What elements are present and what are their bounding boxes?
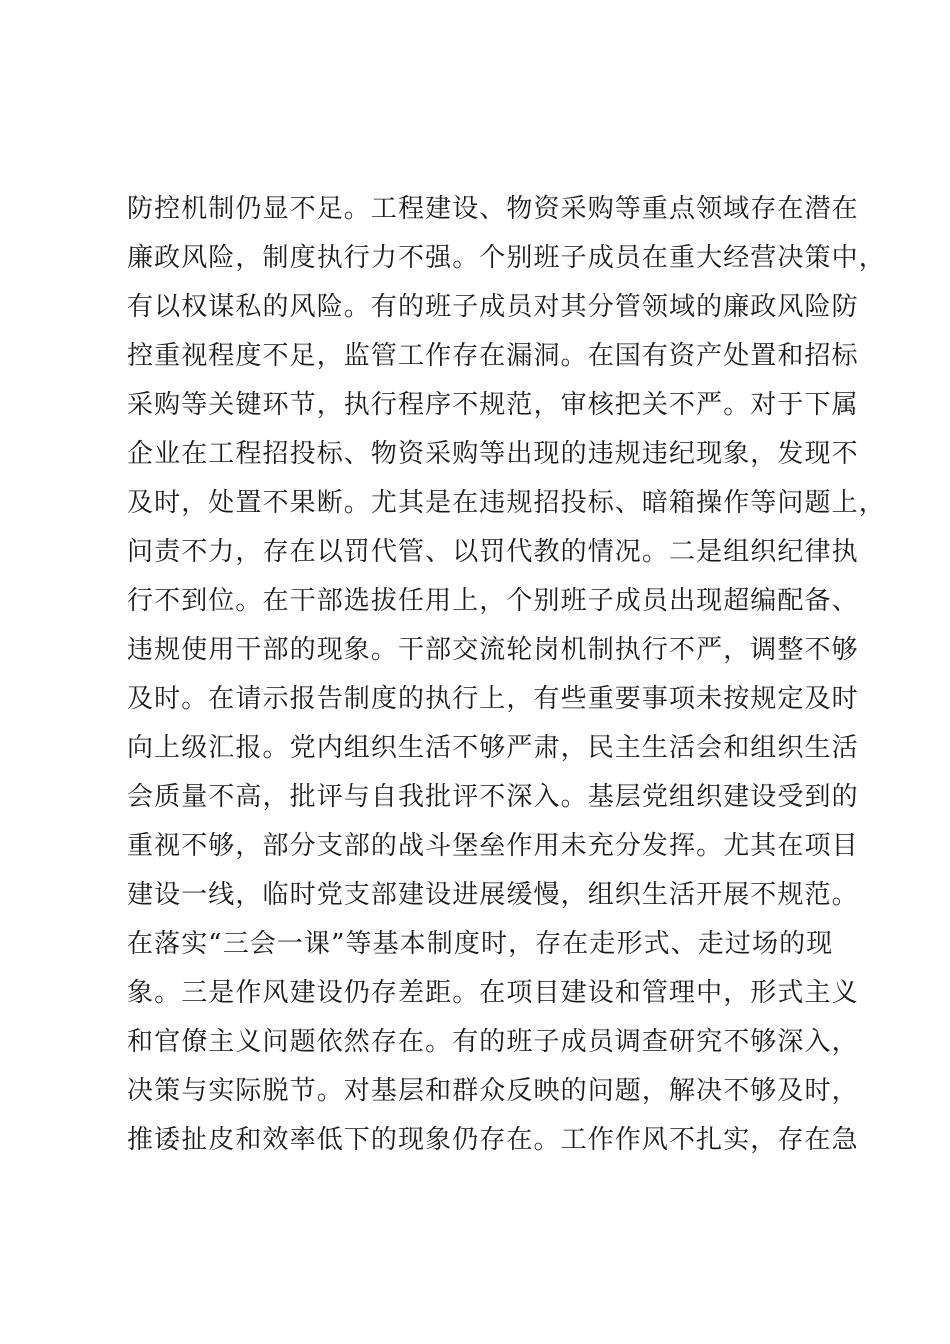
text-line: 行不到位。在干部选拔任用上，个别班子成员出现超编配备、 [127, 586, 859, 616]
text-line: 问责不力，存在以罚代管、以罚代教的情况。二是组织纪律执 [127, 537, 859, 567]
text-line: 有以权谋私的风险。有的班子成员对其分管领域的廉政风险防 [127, 292, 859, 322]
text-line: 向上级汇报。党内组织生活不够严肃，民主生活会和组织生活 [127, 733, 859, 763]
text-line: 和官僚主义问题依然存在。有的班子成员调查研究不够深入， [127, 1027, 859, 1057]
text-line: 违规使用干部的现象。干部交流轮岗机制执行不严，调整不够 [127, 635, 859, 665]
text-line: 及时，处置不果断。尤其是在违规招投标、暗箱操作等问题上， [127, 488, 886, 518]
text-line: 推诿扯皮和效率低下的现象仍存在。工作作风不扎实，存在急 [127, 1125, 859, 1155]
text-line: 象。三是作风建设仍存差距。在项目建设和管理中，形式主义 [127, 978, 859, 1008]
text-line: 会质量不高，批评与自我批评不深入。基层党组织建设受到的 [127, 782, 859, 812]
text-line: 企业在工程招投标、物资采购等出现的违规违纪现象，发现不 [127, 439, 859, 469]
text-line: 采购等关键环节，执行程序不规范，审核把关不严。对于下属 [127, 390, 859, 420]
text-line: 防控机制仍显不足。工程建设、物资采购等重点领域存在潜在 [127, 194, 859, 224]
text-line: 廉政风险，制度执行力不强。个别班子成员在重大经营决策中， [127, 243, 886, 273]
text-line: 在落实“三会一课”等基本制度时，存在走形式、走过场的现 [127, 929, 834, 959]
body-text [127, 185, 886, 1165]
text-line: 控重视程度不足，监管工作存在漏洞。在国有资产处置和招标 [127, 341, 859, 371]
text-line: 及时。在请示报告制度的执行上，有些重要事项未按规定及时 [127, 684, 859, 714]
text-line: 决策与实际脱节。对基层和群众反映的问题，解决不够及时， [127, 1076, 859, 1106]
text-line: 重视不够，部分支部的战斗堡垒作用未充分发挥。尤其在项目 [127, 831, 859, 861]
text-line: 建设一线，临时党支部建设进展缓慢，组织生活开展不规范。 [127, 880, 859, 910]
